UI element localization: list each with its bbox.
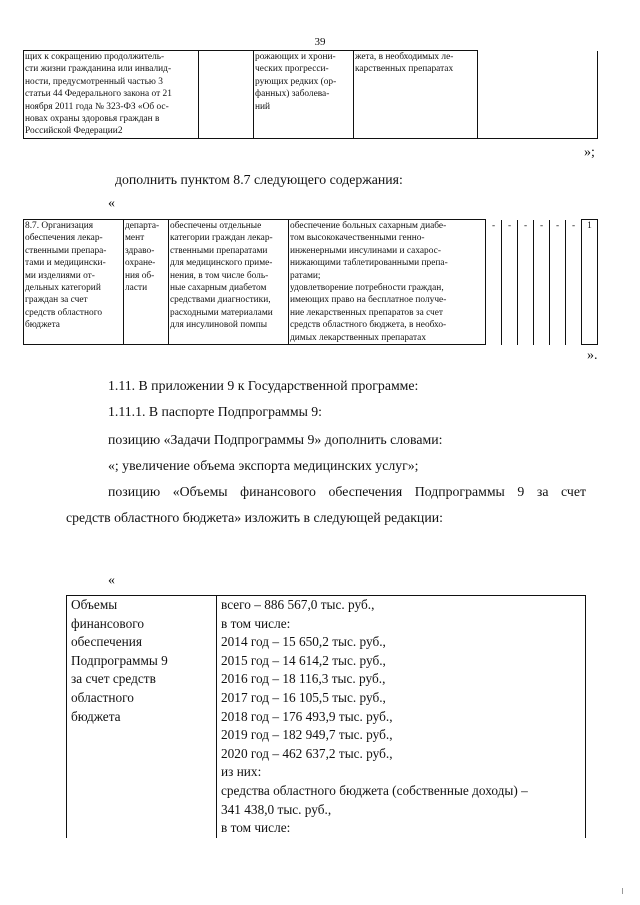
table-cell-empty — [478, 51, 598, 139]
table-cell-content — [289, 220, 486, 345]
table-row — [67, 596, 586, 838]
paragraph-tasks: позицию «Задачи Подпрограммы 9» дополнить словами: — [108, 432, 443, 447]
paragraph-1-11: 1.11. В приложении 9 к Государственной программе: — [108, 378, 419, 393]
continued-table — [23, 50, 598, 139]
table-cell-label — [67, 596, 217, 838]
cell-text: обеспечение больных сахарным диабе- том высококачественными генно- инженерными инсулинами и сахарос- нижающими таблетированными препа- ратами; удовлетворение потребности граждан, имеющих право на бесплатное получе- ние лекарственных препаратов за счет средств областного бюджета, в необхо- димых лекарственных препаратах — [290, 221, 448, 343]
cell-text: 8.7. Организация обеспечения лекар- ственными препара- тами и медицински- ми изделиями от- дельных категорий граждан за счет средств областного бюджета — [25, 221, 107, 331]
table-cell-diseases — [254, 51, 354, 139]
paragraph-volumes-line1: позицию «Объемы финансового обеспечения Подпрограммы 9 за счет — [108, 484, 586, 499]
table-cell-values — [217, 596, 586, 838]
table-cell-condition — [24, 51, 199, 139]
table-cell-dash: - — [566, 220, 582, 345]
open-quote: « — [108, 573, 115, 588]
table-cell-dash: - — [534, 220, 550, 345]
page-number: 39 — [314, 36, 326, 48]
table-cell-result — [169, 220, 289, 345]
paragraph-volumes-line2: средств областного бюджета» изложить в следующей редакции: — [66, 510, 443, 525]
table-cell-drugs — [354, 51, 478, 139]
scan-mark — [622, 888, 623, 894]
cell-text: жета, в необходимых ле- карственных препаратах — [355, 52, 454, 75]
paragraph-add-item: дополнить пунктом 8.7 следующего содержания: — [115, 172, 403, 187]
cell-text: Объемы финансового обеспечения Подпрограммы 9 за счет средств областного бюджета — [71, 597, 168, 724]
table-cell-dash: - — [486, 220, 502, 345]
table-cell-executor — [124, 220, 169, 345]
close-quote: ». — [587, 348, 598, 363]
paragraph-tasks-addition: «; увеличение объема экспорта медицинских услуг»; — [108, 458, 419, 473]
item-8-7-table — [23, 219, 598, 345]
cell-text: всего – 886 567,0 тыс. руб., в том числе: 2014 год – 15 650,2 тыс. руб., 2015 год – 14 614,2 тыс. руб., 2016 год – 18 116,3 тыс. руб., 2017 год – 16 105,5 тыс. руб., 2018 год – 176 493,9 тыс. руб., 2019 год – 182 949,7 тыс. руб., 2020 год – 462 637,2 тыс. руб., из них: средства областного бюджета (собственные доходы) – 341 438,0 тыс. руб., в том числе: — [221, 597, 528, 836]
table-cell-dash: - — [502, 220, 518, 345]
paragraph-1-11-1: 1.11.1. В паспорте Подпрограммы 9: — [108, 404, 323, 419]
table-row — [24, 220, 598, 345]
table-cell-empty — [199, 51, 254, 139]
table-row — [24, 51, 598, 139]
table-cell-indicator: 1 — [582, 220, 598, 345]
table-cell-dash: - — [550, 220, 566, 345]
cell-text: департа- мент здраво- охране- ния об- ласти — [125, 221, 160, 294]
open-quote: « — [108, 196, 115, 211]
cell-text: рожающих и хрони- ческих прогресси- рующих редких (ор- фанных) заболева- ний — [255, 52, 337, 112]
close-quote: »; — [584, 145, 595, 160]
table-cell-dash: - — [518, 220, 534, 345]
financing-table — [66, 595, 586, 838]
cell-text: щих к сокращению продолжитель- сти жизни гражданина или инвалид- ности, предусмотренный частью 3 статьи 44 Федерального закона от 21 ноября 2011 года № 323-ФЗ «Об ос- новах охраны здоровья граждан в Российской Федерации2 — [25, 52, 172, 137]
cell-text: обеспечены отдельные категории граждан лекар- ственными препаратами для медицинского приме- нения, в том числе боль- ные сахарным диабетом средствами диагностики, расходными материалами для инсулиновой помпы — [170, 221, 273, 331]
table-cell-event-name — [24, 220, 124, 345]
